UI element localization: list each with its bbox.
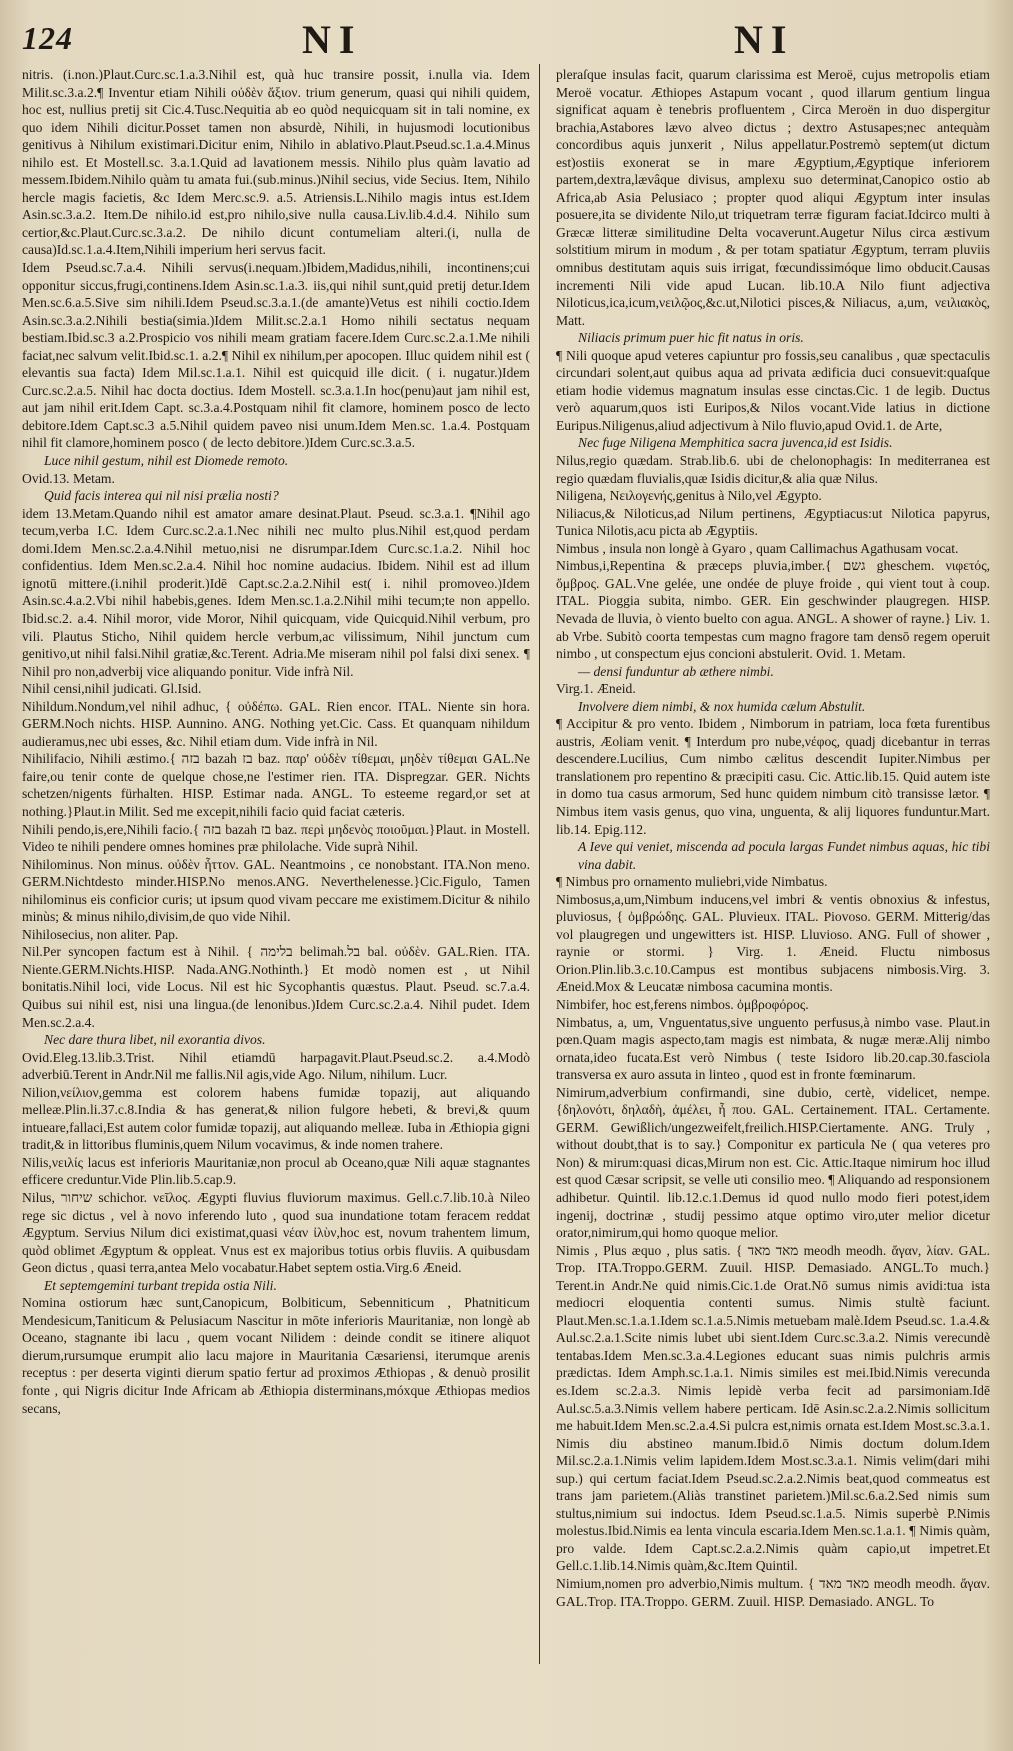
verse-quote: Involvere diem nimbi, & nox humida cælum Abstulit. — [578, 698, 866, 714]
dictionary-entry: Nimbatus, a, um, Vnguentatus,sive unguento perfusus,à nimbo vase. Plaut.in pœn.Quam magis aspecto,tam magis est nimbata, & nugæ meræ.Alij nimbo ornata,ideo fucata.Est verò Nimbus ( teste Isidoro lib.20.cap.30.fasciola transversa ex auro assuta in linteo , quod est in fronte fœminarum. — [556, 1014, 990, 1083]
entry-paragraph: pleraſque insulas facit, quarum clarissima est Meroë, cujus metropolis etiam Meroë vocatur. Æthiopes Astapum vocant , quod illarum gentium lingua significat aquam è tenebris profluentem , Circa Meroën in duo dispergitur brachia,Astabores lævo alveo dictus ; dextro Astusapes;nec antequàm concordibus aquis junxerit , Nilus appellatur.Postremò septem(ut dictum est)ostiis exonerat se in mare Ægyptium,Ægyptique inferiorem partem,dextra,lævâque divisus, amplexu suo determinat,Canopico ostio ab Africa,ab Asia Pelusiaco ; propter quod aliqui Ægyptum inter insulas posuere,ita se dividente Nilo,ut triquetram terræ figuram faciat.Idcirco multi à Græcæ litteræ similitudine Delta vocaverunt.Augetur Nilus circa æstivum solstitium mirum in modum , & per totam spatiatur Ægyptum, terram pluviis omnibus destitutam aquis suis irrigat, fœcundissimóque limo obducit.Causas incrementi Nili vide apud Lucan. lib.10.A Nilo fiunt adjectiva Niloticus,ica,icum,νειλῷος,&c.ut,Nilotici pisces,& Niliacus, a,um, νειλιακὸς, Matt. — [556, 67, 990, 328]
dictionary-entry: Nil.Per syncopen factum est à Nihil. { בלימה belimah.בל bal. οὐδὲν. GAL.Rien. ITA. Niente.GERM.Nichts.HISP. Nada.ANG.Nothinth.} Et modò nomen est , ut Nihil bonitatis.Nihil loci, vide Locus. Nil est hic Sycophantis quæstus. Plaut. Pseud. sc.7.a.4. Quibus sui nihil est, nisi una lingua.(de lenonibus.)Idem Curc.sc.2.a.4. Nihil pudet. Idem Men.sc.2.a.4. — [22, 944, 530, 1030]
dictionary-entry: Nimbifer, hoc est,ferens nimbos. ὀμβροφόρος. — [556, 996, 809, 1012]
verse-quote: Nec fuge Niligena Memphitica sacra juvenca,id est Isidis. — [578, 435, 893, 451]
left-column — [22, 66, 530, 1742]
verse-quote: — densi funduntur ab æthere nimbi. — [578, 663, 774, 679]
dictionary-entry: Nimium,nomen pro adverbio,Nimis multum. { מאד מאד meodh meodh. ἄγαν. GAL.Trop. ITA.Troppo. GERM. Zuuil. HISP. Demasiado. ANGL. To — [556, 1576, 990, 1609]
dictionary-entry: Nimbus,i,Repentina & præceps pluvia,imber.{ גשם gheschem. νιφετός, ὄμβρος. GAL.Vne gelée, une ondée de pluye froide , qui vient tout à coup. ITAL. Pioggia subita, nimbo. GER. Ein geschwinder plaugregen. HISP. Nevada de lluvia, ò viento buelto con agua. ANGL. A shower of rayne.} Liv. 1. ab Vrbe. Subitò coorta tempestas cum magno fragore tam densō regem operuit nimbo , ut conspectum ejus concioni abstulerit. Ovid. 1. Metam. — [556, 558, 990, 662]
dictionary-entry: Nimbosus,a,um,Nimbum inducens,vel imbri & ventis obnoxius & infestus, pluviosus, { ὀμβρώδης. GAL. Pluvieux. ITAL. Piovoso. GERM. Mitterig/das vol plaugregen und ungewitters ist. HISP. Lluvioso. ANG. Full of shower , raynie or stormi. } Virg. 1. Æneid. Fluctu nimbosus Orion.Plin.lib.3.c.10.Campus est montibus subjacens nimbosis.Virg. 3. Æneid.Mox & Leucatæ nimbosa cacumina montis. — [556, 891, 990, 995]
dictionary-entry: Nihili pendo,is,ere,Nihili facio.{ בזה bazah בז baz. περὶ μηδενὸς ποιοῦμαι.}Plaut. in Mostell. Video te nihili pendere omnes homines præ philolache. Vide suprà Nihil. — [22, 821, 530, 855]
column-divider — [539, 64, 540, 1664]
left-running-head: NI — [302, 17, 363, 62]
dictionary-entry: Nihilosecius, non aliter. Pap. — [22, 926, 179, 942]
page-number: 124 — [22, 20, 73, 56]
verse-quote: A Ieve qui veniet, miscenda ad pocula largas Fundet nimbus aquas, hic tibi vina dabit. — [578, 839, 990, 872]
verse-quote: Quid facis interea qui nil nisi prælia nosti? — [44, 488, 279, 504]
dictionary-entry: Nimis , Plus æquo , plus satis. { מאד מאד meodh meodh. ἄγαν, λίαν. GAL. Trop. ITA.Troppo.GERM. Zuuil. HISP. Demasiado. ANGL.To much.} Terent.in Andr.Ne quid nimis.Cic.1.de Orat.Nō sumus nimis avidi:tua ista mediocri eloquentia contenti sumus. Nimis stultè faciunt. Plaut.Men.sc.1.a.1.Idem sc.1.a.5.Nimis metuebam malè.Idem Pseud.sc. 1.a.4.& Aul.sc.2.a.1.Scite nimis lubet ubi sient.Idem Curc.sc.3.a.2. Nimis verecundè tentabas.Idem Men.sc.3.a.4.Legiones educant suas nimis pulchris armis prædictas. Idem Amph.sc.1.a.1. Nimis similes est mei.Ibid.Nimis verecunda es.Idem sc.2.a.3. Nimis lepidè verba fecit ad parsimoniam.Idē Aul.sc.5.a.3.Nimis vellem habere perticam. Idē Asin.sc.2.a.2.Nimis sollicitum me habuit.Idem Men.sc.2.a.4.Si pulcra est,nimis ornata est.Idem Most.sc.3.a.1. Nimis diu abstineo manum.Ibid.ō Nimis doctum dolum.Idem Mil.sc.2.a.1.Nimis velim lapidem.Idem Most.sc.3.a.1. Nimis velim(dari mihi sup.) qui certum faciat.Idem Pseud.sc.2.a.2.Nimis beat,quod commeatus est trans jam parietem.(Aliàs transtinet parietem.)Mil.sc.6.a.2.Sed nimis sum stultus,nimium sui indoctus. Idem Pseud.sc.1.a.5. Nimis superbè P.Nimis molestus.Ibid.Nimis ea lenta vincula escaria.Idem Men.sc.1.a.1. ¶ Nimis quàm, pro valde. Idem Capt.sc.2.a.2.Nimis quàm capio,ut impetret.Et Gell.c.1.lib.14.Nimis quàm,&c.Item Quintil. — [556, 1242, 990, 1574]
dictionary-entry: Niliacus,& Niloticus,ad Nilum pertinens, Ægyptiacus:ut Nilotica papyrus, Tunica Nilotis,acu picta ab Ægyptiis. — [556, 505, 990, 539]
entry-paragraph: idem 13.Metam.Quando nihil est amator amare desinat.Plaut. Pseud. sc.3.a.1. ¶Nihil ago tecum,verba I.C. Idem Curc.sc.2.a.1.Nec nihili nec multo plus.Nihil est,quod perdam domi.Idem Men.sc.2.a.4.Nihil metuo,nisi ne disrumpar.Idem Curc.sc.1.a.2. Nihil hoc confidentius. Idem Men.sc.2.a.4. Nihil hoc nomine audacius. Ibidem. Nihil est ad illum ignotū mittere.(i.nihil proderit.)Idē Capt.sc.2.a.2.Nihil est( i. nihil promoveo.)Idem Asin.sc.4.a.2.Vbi nihil habebis,genes. Idem Men.sc.1.a.2.Nihil mihi tecum;te non appello. Ibid.sc.2. a.4. Nihil moror, vide Moror, Nihil quicquam, vide Quicquid.Nihil verbum, pro vili. Plautus Sticho, Nihil quidem hercle verbum,ac vilissimum, Nihil junctum cum genitivo,ut nihil falsi.Nihil gratiæ,&c.Terent. Adria.Me miseram nihil pol falsi dixi senex. ¶ Nihil pro non,adverbij vice aliquando ponitur. Vide infrà Nil. — [22, 505, 530, 679]
verse-quote: Et septemgemini turbant trepida ostia Nili. — [44, 1277, 277, 1293]
page-header — [0, 14, 1013, 62]
entry-paragraph: ¶ Accipitur & pro vento. Ibidem , Nimborum in patriam, loca fœta furentibus austris, Æoliam venit. ¶ Interdum pro nube,νέφος, quadj dicebantur in terras descendere.Lucilius, Cum nimbo cælitus descendit Iupiter.Nimbus per translationem pro repentino & præcipiti casu. Cic. Attic.lib.15. Quid autem iste in domo tua casus armorum, Sed hunc quidem nimbum citò transisse lætor. ¶ Nimbus item vasis genus, quo vina, unguenta, & alij liquores funduntur.Mart. lib.14. Epig.112. — [556, 716, 990, 837]
dictionary-entry: Nilus, שיחור schichor. νεῖλος. Ægypti fluvius fluviorum maximus. Gell.c.7.lib.10.à Nileo rege sic dictus , vel à novo inferendo luto , quod sua inundatione totam feracem reddat Ægyptum. Servius Nilum dici existimat,quasi νέαν ἰλὺν,hoc est, novum trahentem limum, quòd oblimet Ægyptum & oppleat. Vnus est ex majoribus totius orbis fluviis. A quibusdam Geon dictus , quasi terra,antea Melo vocabatur.Habet septem ostia.Virg.6 Æneid. — [22, 1190, 530, 1276]
dictionary-entry: Nilion,νείλιον,gemma est colorem habens fumidæ topazij, aut aliquando melleæ.Plin.li.37.c.8.India & has generat,& nilion fulgore hebeti, & brevi,& quum intueare,fallaci,Est autem color fumidæ topazij, aut aliquando melleæ. Iuba in Æthiopia gigni tradit,& in littoribus fluminis,quem Nilum vocavimus, & inde nomen trahere. — [22, 1084, 530, 1153]
entry-paragraph: ¶ Nili quoque apud veteres capiuntur pro fossis,seu canalibus , quæ spectaculis circundari solent,aut quibus aqua ad privata ædificia duci consuevit:quaſque etiam hodie videmus magnatum insulas esse cinctas.Cic. 1 de legib. Ductus verò aquarum,quos isti Euripos,& Nilos vocant.Vide latius in dictione Euripus.Niligenus,aliud adjectivum à Nilo fluvio,apud Ovid.1. de Arte, — [556, 347, 990, 433]
entry-paragraph: Ovid.Eleg.13.lib.3.Trist. Nihil etiamdū harpagavit.Plaut.Pseud.sc.2. a.4.Modò adverbiū.Terent in Andr.Nil me fallis.Nil agis,vide Ago. Nilum, nihilum. Lucr. — [22, 1049, 530, 1083]
dictionary-entry: Nihil censi,nihil judicati. Gl.Isid. — [22, 681, 202, 697]
verse-quote: Nec dare thura libet, nil exorantia divos. — [44, 1032, 266, 1048]
citation: Ovid.13. Metam. — [22, 470, 115, 486]
dictionary-entry: Niligena, Νειλογενής,genitus à Nilo,vel Ægypto. — [556, 488, 822, 504]
citation: Virg.1. Æneid. — [556, 681, 636, 697]
verse-quote: Niliacis primum puer hic fit natus in oris. — [578, 330, 804, 346]
entry-paragraph: Nomina ostiorum hæc sunt,Canopicum, Bolbiticum, Sebenniticum , Phatniticum Mendesicum,Taniticum & Pelusiacum Nascitur in mōte inferioris Mauritaniæ, non longè ab Oceano, stagnante ibi lacu , quem vocant Nilidem : deinde condit se itinere aliquot dierum,rursumque erumpit alio lacu majore in Mauritania Cæsariensi, iterumque arenis receptus : per deserta viginti dierum spatio fertur ad proximos Æthiopas , & denuò prosilit fonte , qui Nigris dicitur Inde Africam ab Æthiopia disterminans,móxque Æthiopas medios secans, — [22, 1295, 530, 1416]
verse-quote: Luce nihil gestum, nihil est Diomede remoto. — [44, 453, 289, 469]
right-column — [556, 66, 990, 1742]
right-running-head: NI — [734, 17, 795, 62]
dictionary-entry: Nilus,regio quædam. Strab.lib.6. ubi de chelonophagis: In mediterranea est regio quædam fluvialis,quæ Isidis dicitur,& alia quæ Nilus. — [556, 453, 990, 486]
dictionary-entry: Nilis,νειλίς lacus est inferioris Mauritaniæ,non procul ab Oceano,quæ Nili aquæ stagnantes efficere creduntur.Vide Plin.lib.5.cap.9. — [22, 1154, 530, 1188]
dictionary-entry: Nihilifacio, Nihili æstimo.{ בזה bazah בז baz. παρ' οὐδὲν τίθεμαι, μηδὲν τίθεμαι GAL.Ne faire,ou tenir conte de quelque chose,ne l'estimer rien. ITA. Dispregzar. GER. Nichts schetzen/nigents fürhalten. HISP. Estimar nada. ANGL. To esteeme regard,or set at nothing.}Plaut.in Milit. Sed me excepit,nihili facio quid faciat cæteris. — [22, 751, 530, 819]
dictionary-entry: Nimirum,adverbium confirmandi, sine dubio, certè, videlicet, nempe. {δηλονότι, δηλαδὴ, ἀμέλει, ἦ που. GAL. Certainement. ITAL. Certamente. GERM. Gewißlich/ungezweifelt,freilich.HISP.Ciertamente. ANG. Truly , without doubt,that is to say.} Componitur ex particula Ne ( qua veteres pro Non) & mirum:quasi dicas,Mirum non est. Cic. Attic.Itaque nimirum hoc illud est quod Cæsar scripsit, se velle uti consilio meo. ¶ Aliquando ad responsionem adhibetur. Quintil. lib.12.c.1.Demus id quod nullo modo fieri potest,idem ingenij, doctrinæ , studij pessimo atque optimo viro,uter melior dicetur orator,nimirum,qui homo quoque melior. — [556, 1084, 990, 1241]
dictionary-entry: Nihildum.Nondum,vel nihil adhuc, { οὐδέπω. GAL. Rien encor. ITAL. Niente sin hora. GERM.Noch nichts. HISP. Aunnino. ANG. Nothing yet.Cic. Cass. Et quanquam nihildum audieramus,nec ubi esses, &c. Nihil etiam dum. Vide infrà in Nil. — [22, 698, 530, 749]
entry-paragraph: nitris. (i.non.)Plaut.Curc.sc.1.a.3.Nihil est, quà huc transire possit, i.nulla via. Idem Milit.sc.3.a.2.¶ Inventur etiam Nihili οὐδὲν ἄξιον. trium generum, quasi qui nihili quidem, hoc est, nullius pretij sit Cic.4.Tusc.Nequitia ab eo quòd nequicquam sit in tali nomine, ex quo idem Nihili dicitur.Posset tamen non absurdè, Nihili, in hujusmodi locutionibus genitivus à Nihilum existimari.Dicitur enim, Nihilo in ablativo.Plaut.Pseud.sc.1.a.4.Minus nihilo est. Et Mostell.sc. 3.a.1.Quid ad lavationem messis. Nihilo plus quàm lavatio ad messem.Ibidem.Nihilo quàm tu amata fui.(sub.minus.)Nihil secius, vide Secius. Item, Nihilo hercle magis facietis, &c Idem Merc.sc.9. a.5. Atriensis.L.Nihilo magis intus est.Idem Asin.sc.3.a.2. Item.De nihilo.id est,pro nihilo,sive nulla causa.Liv.lib.4.d.4. Nihilo sum certior,&c.Plaut.Curc.sc.3.a.2. De nihilo dicunt contumeliam alteri.(i, nulla de causa)Id.sc.1.a.4.Item,Nihili imperium heri servus facit. — [22, 67, 530, 258]
dictionary-entry: Nimbus , insula non longè à Gyaro , quam Callimachus Agathusam vocat. — [556, 540, 959, 556]
dictionary-entry: ¶ Nimbus pro ornamento muliebri,vide Nimbatus. — [556, 874, 828, 890]
dictionary-entry: Nihilominus. Non minus. οὐδὲν ἧττον. GAL. Neantmoins , ce nonobstant. ITA.Non meno. GERM.Nichtdesto minder.HISP.No menos.ANG. Neverthelenesse.}Cic.Figulo, Tamen nihilominus eis conficior curis; ut ipsum quod vivam peccare me existimem.Dicitur & nihilo minùs; & minus nihilo,divisim,de quo vide Nihil. — [22, 856, 530, 925]
entry-paragraph: Idem Pseud.sc.7.a.4. Nihili servus(i.nequam.)Ibidem,Madidus,nihili, incontinens;cui opponitur siccus,frugi,continens.Idem Asin.sc.1.a.3. iis,qui nihil sunt,quid pretij detur.Idem Men.sc.6.a.5.Sive sim nihili.Idem Pseud.sc.3.a.1.(de amante)Vetus est nihili coctio.Idem Asin.sc.3.a.2.Nihili bestia(simia.)Idem Milit.sc.2.a.1 Homo nihili sectatus nequam bestiam.Ibid.sc.3 a.2.Prospicio vos nihili meam gratiam facere.Idem Curc.sc.2.a.1.Me nihili faciat,nec salvum velit.Ibid.sc.1. a.2.¶ Nihil ex nihilum,per apocopen. Illuc quidem nihil est ( elevantis sua facta) Idem Mil.sc.1.a.1. Nihil est quicquid ille dicit. ( i. nugatur.)Idem Curc.sc.2.a.5. Nihil hac docta doctius. Idem Mostell. sc.3.a.1.In hoc(penu)aut jam nihil est, aut jam nihil erit.Idem Capt. sc.3.a.4.Postquam nihil fit clamore, hominem posco de lecto debitore.Idem Capt.sc.3 a.5.Nihil quidem paveo nisi unum.Idem Men.sc. 1.a.4. Postquam nihil fit clamore,hominem posco ( de lecto debitore.)Idem Curc.sc.3.a.5. — [22, 260, 530, 451]
